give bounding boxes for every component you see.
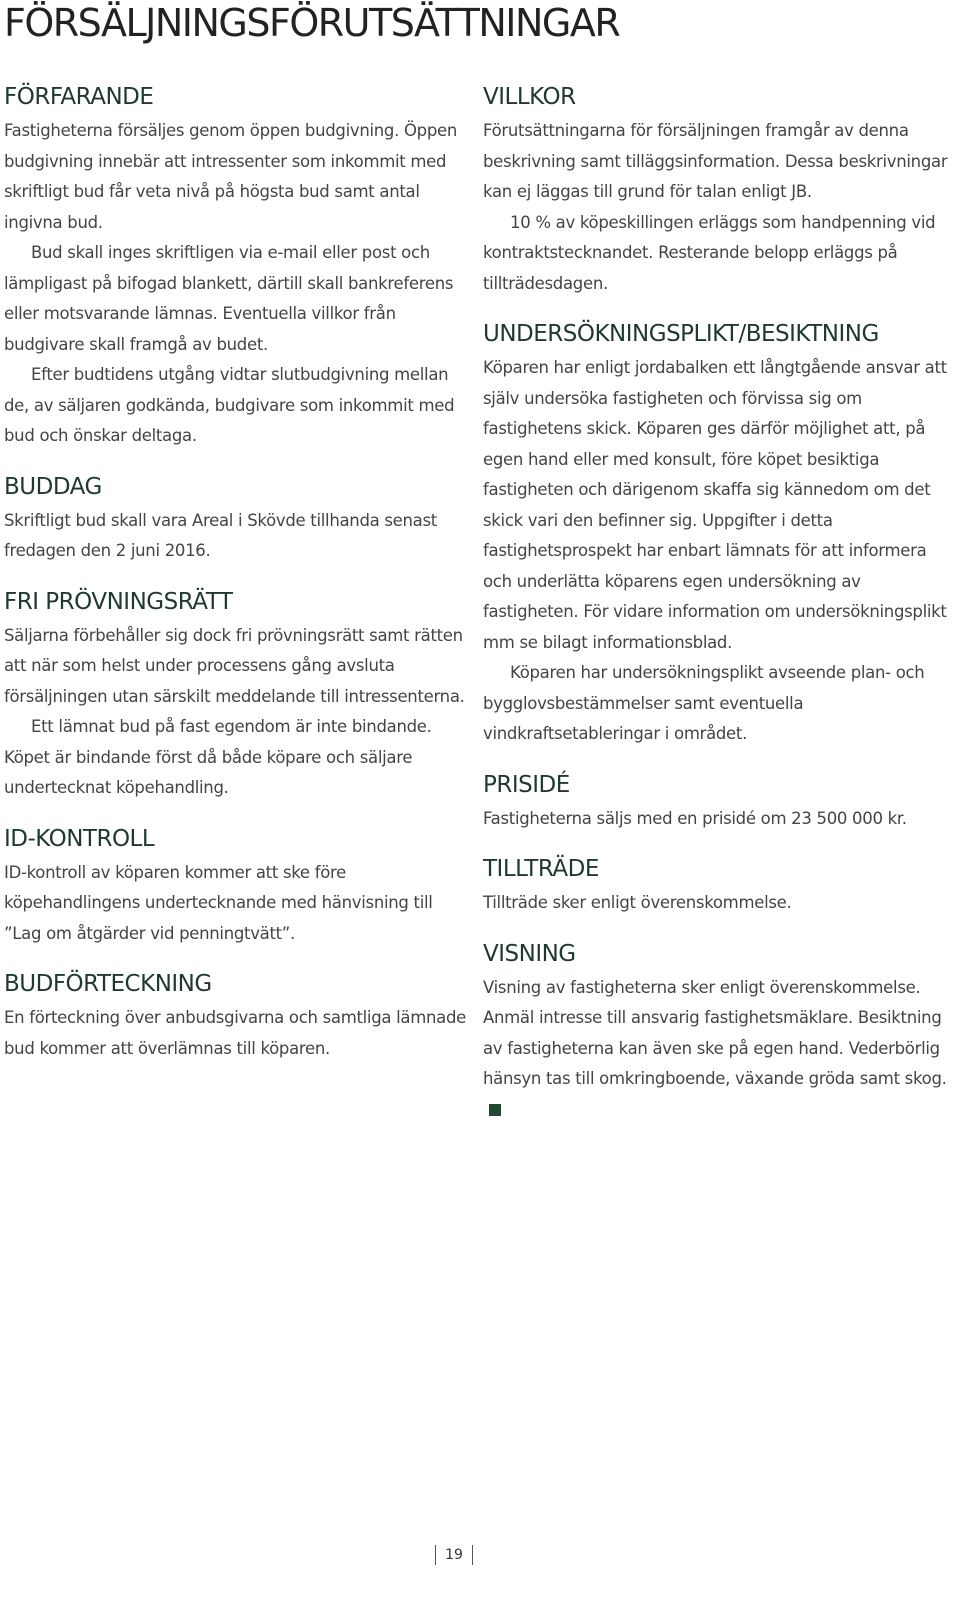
right-column [483, 78, 953, 1125]
section-heading: VILLKOR [483, 84, 576, 110]
left-column [4, 78, 474, 1064]
section-piside [483, 766, 953, 835]
section-paragraph: 10 % av köpeskillingen erläggs som handpenning vid kontraktstecknandet. Resterande belopp erläggs på tillträdesdagen. [483, 212, 936, 293]
section-buddag [4, 468, 474, 567]
section-budforteckning [4, 965, 474, 1064]
section-paragraph: En förteckning över anbudsgivarna och samtliga lämnade bud kommer att överlämnas till köparen. [4, 1008, 467, 1058]
section-tilltrade [483, 850, 953, 919]
visning-text: Visning av fastigheterna sker enligt överenskommelse. Anmäl intresse till ansvarig fastighetsmäklare. Besiktning av fastigheterna kan även ske på egen hand. Vederbörlig hänsyn tas till omkringboende, växande gröda samt skog. [483, 977, 947, 1088]
section-fri-provningsratt [4, 583, 474, 804]
section-paragraph: Skriftligt bud skall vara Areal i Skövde tillhanda senast fredagen den 2 juni 2016. [4, 510, 437, 560]
section-paragraph: Fastigheterna försäljes genom öppen budgivning. Öppen budgivning innebär att intressenter som inkommit med skriftligt bud får veta nivå på högsta bud samt antal ingivna bud. [4, 121, 458, 232]
section-paragraph: Ett lämnat bud på fast egendom är inte bindande. Köpet är bindande först då både köpare och säljare undertecknat köpehandling. [4, 717, 432, 797]
section-paragraph: Bud skall inges skriftligen via e-mail eller post och lämpligast på bifogad blankett, därtill skall bankreferens eller motsvarande lämnas. Eventuella villkor från budgivare skall framgå av budet. [4, 243, 454, 354]
end-mark-square-icon [489, 1104, 501, 1116]
section-villkor [483, 78, 953, 299]
section-heading: FÖRFARANDE [4, 84, 154, 110]
section-paragraph [483, 973, 953, 1126]
section-paragraph: ID-kontroll av köparen kommer att ske före köpehandlingens undertecknande med hänvisning till ”Lag om åtgärder vid penningtvätt”. [4, 862, 433, 943]
section-paragraph: Förutsättningarna för försäljningen framgår av denna beskrivning samt tilläggsinformation. Dessa beskrivningar kan ej läggas till grund för talan enligt JB. [483, 121, 948, 201]
section-heading: FRI PRÖVNINGSRÄTT [4, 588, 233, 615]
section-heading: TILLTRÄDE [483, 856, 599, 882]
section-paragraph: Säljarna förbehåller sig dock fri prövningsrätt samt rätten att när som helst under processens gång avsluta försäljningen utan särskilt meddelande till intressenterna. [4, 625, 465, 706]
section-heading: UNDERSÖKNINGSPLIKT/BESIKTNING [483, 321, 879, 347]
section-heading: VISNING [483, 940, 576, 967]
section-paragraph: Köparen har undersökningsplikt avseende plan- och bygglovsbestämmelser samt eventuella vindkraftsetableringar i området. [483, 663, 925, 743]
page-number: 19 [435, 1545, 473, 1565]
section-heading: BUDFÖRTECKNING [4, 971, 212, 997]
section-paragraph: Tillträde sker enligt överenskommelse. [483, 893, 792, 912]
section-heading: PRISIDÉ [483, 771, 570, 798]
section-heading: BUDDAG [4, 473, 102, 500]
page-title: FÖRSÄLJNINGSFÖRUTSÄTTNINGAR [4, 1, 620, 45]
section-visning [483, 935, 953, 1126]
section-heading: ID-KONTROLL [4, 825, 155, 852]
section-paragraph: Fastigheterna säljs med en prisidé om 23 500 000 kr. [483, 808, 907, 828]
section-id-kontroll [4, 820, 474, 950]
section-undersokningsplikt [483, 315, 953, 750]
section-forfarande [4, 78, 474, 452]
section-paragraph: Köparen har enligt jordabalken ett långtgående ansvar att själv undersöka fastigheten och förvissa sig om fastighetens skick. Köparen ges därför möjlighet att, på egen hand eller med konsult, före köpet besiktiga fastigheten och därigenom skaffa sig kännedom om det skick vari den befinner sig. Uppgifter i detta fastighetsprospekt har enbart lämnats för att informera och underlätta köparens egen undersökning av fastigheten. För vidare information om undersökningsplikt mm se bilagt informationsblad. [483, 358, 947, 652]
section-paragraph: Efter budtidens utgång vidtar slutbudgivning mellan de, av säljaren godkända, budgivare som inkommit med bud och önskar deltaga. [4, 365, 455, 445]
